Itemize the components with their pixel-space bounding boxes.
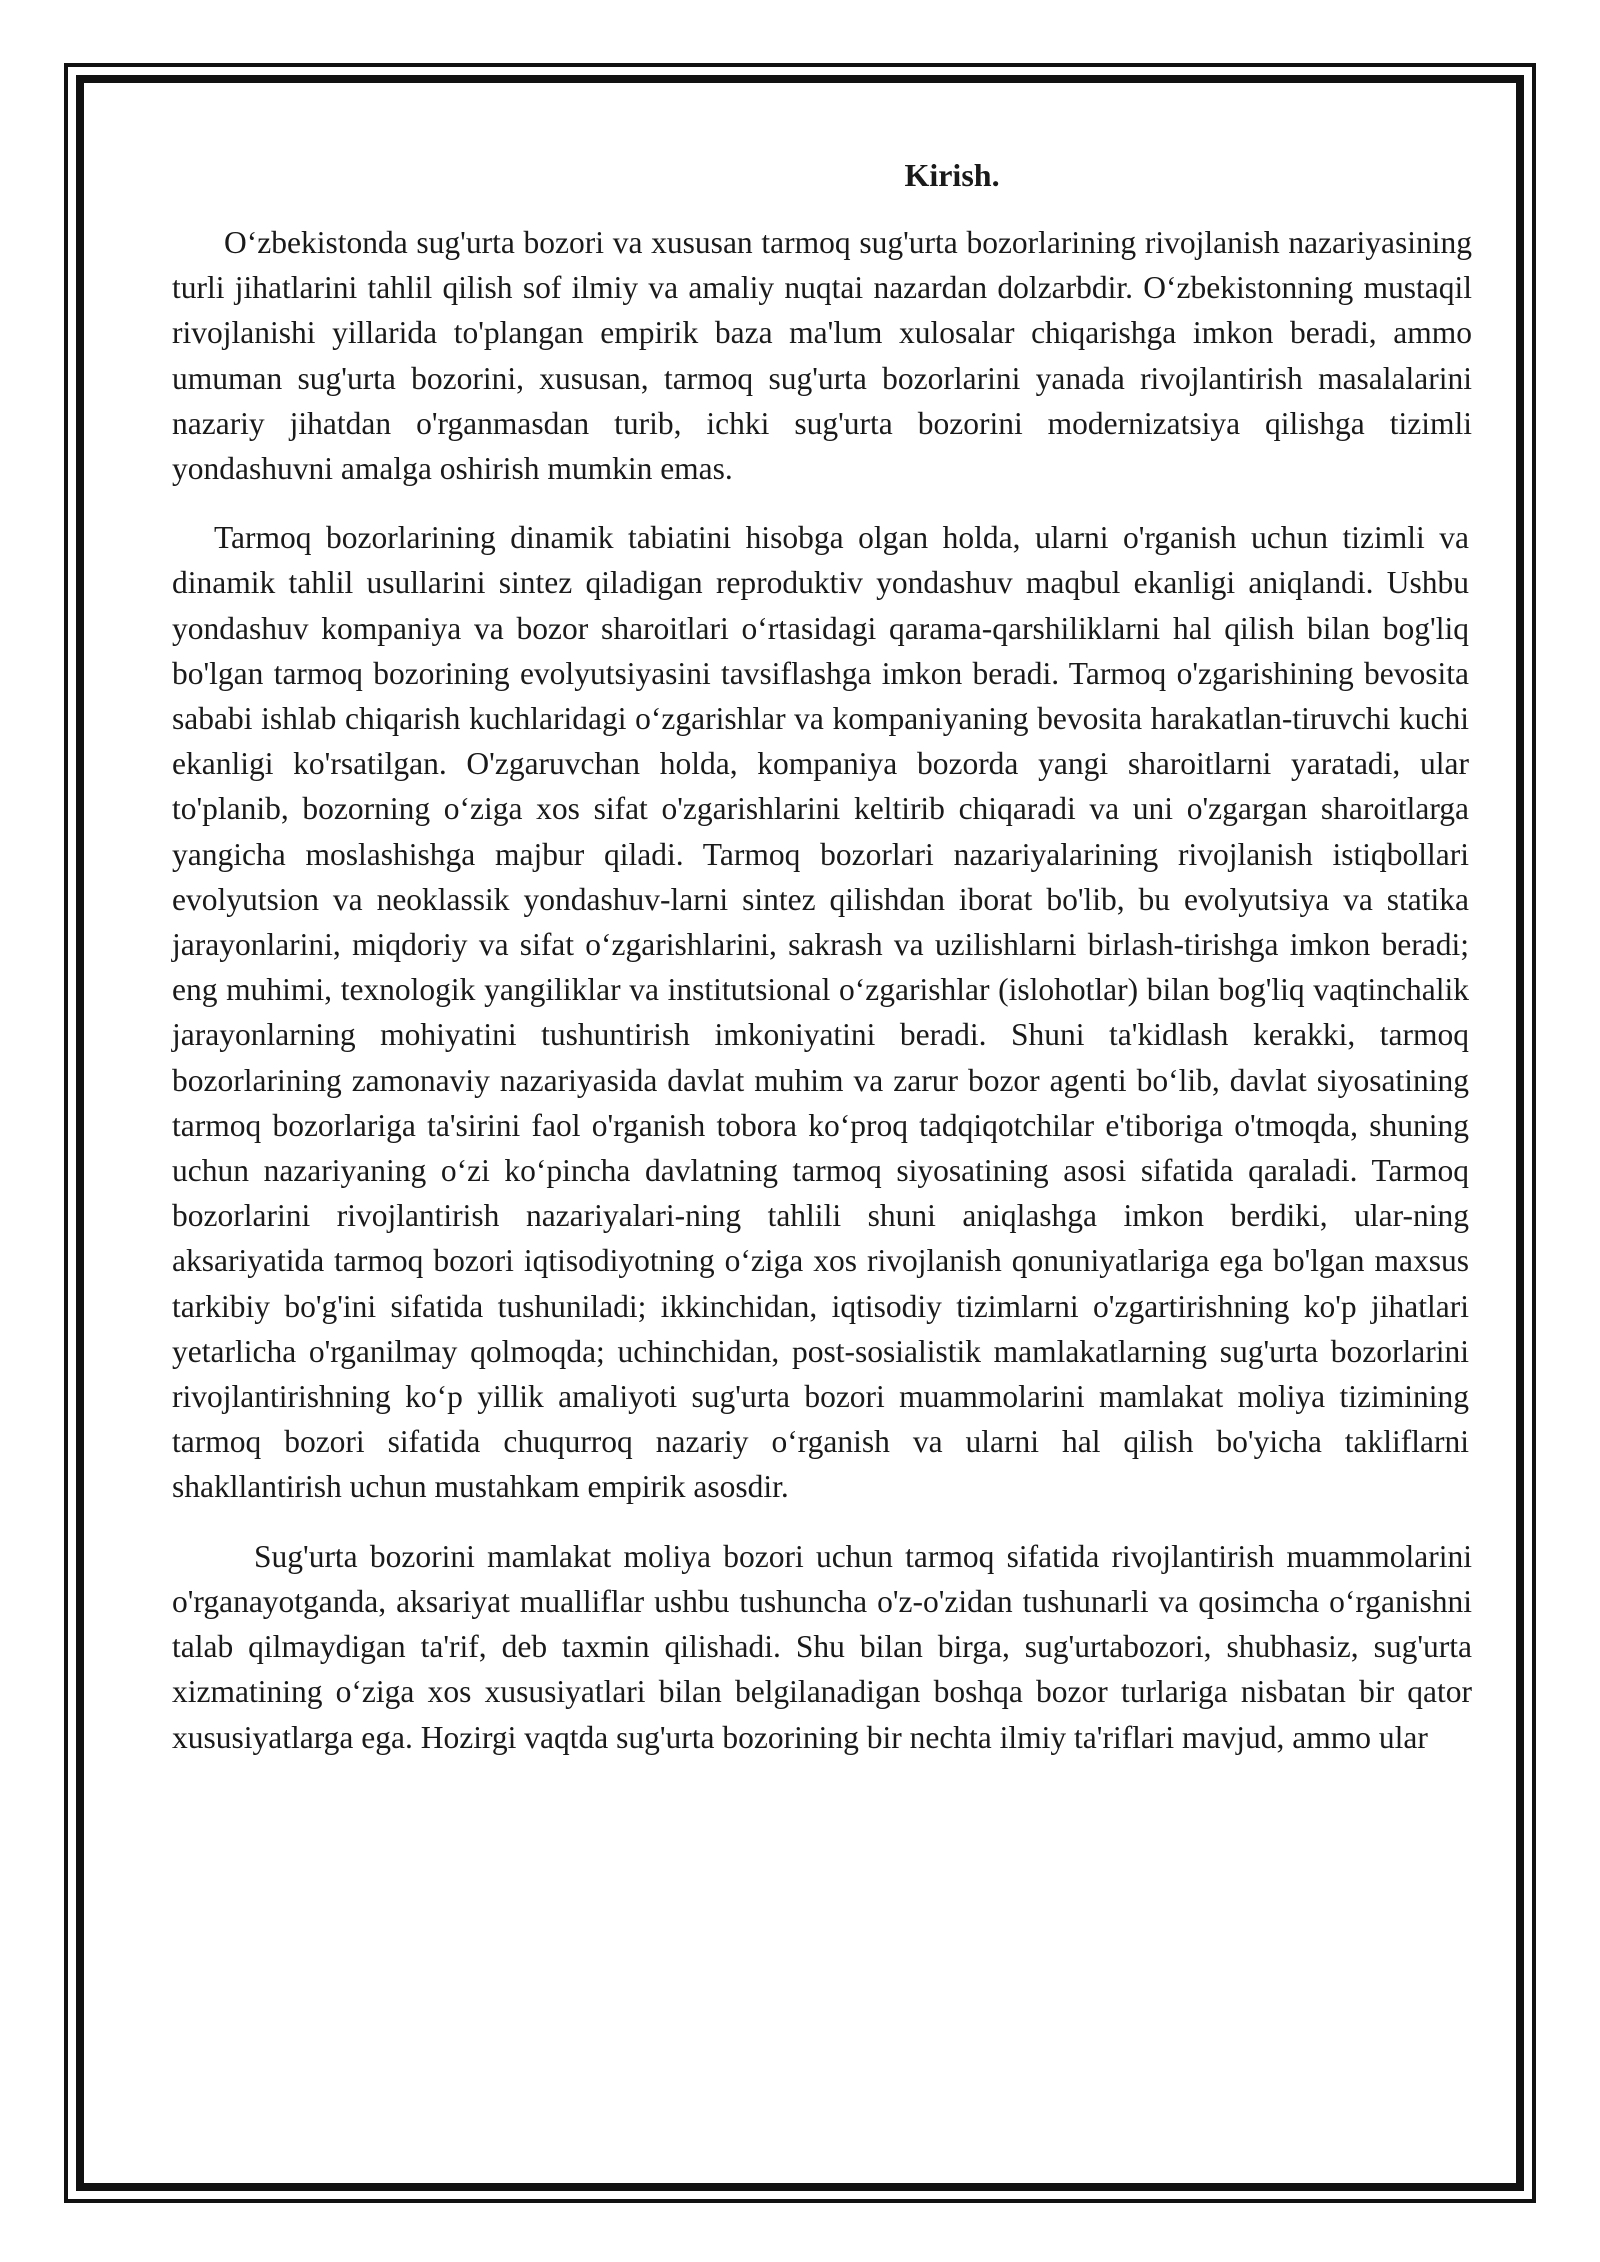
document-title: Kirish. bbox=[904, 157, 1000, 193]
paragraph-2: Tarmoq bozorlarining dinamik tabiatini hisobga olgan holda, ularni o'rganish uchun tizimli va dinamik tahlil usullarini sintez qiladigan reproduktiv yondashuv maqbul ekanligi aniqlandi. Ushbu yondashuv kompaniya va bozor sharoitlari o‘rtasidagi qarama-qarshiliklarni hal qilish bilan bog'liq bo'lgan tarmoq bozorining evolyutsiyasini tavsiflashga imkon beradi. Tarmoq o'zgarishining bevosita sababi ishlab chiqarish kuchlaridagi o‘zgarishlar va kompaniyaning bevosita harakatlan-tiruvchi kuchi ekanligi ko'rsatilgan. O'zgaruvchan holda, kompaniya bozorda yangi sharoitlarni yaratadi, ular to'planib, bozorning o‘ziga xos sifat o'zgarishlarini keltirib chiqaradi va uni o'zgargan sharoitlarga yangicha moslashishga majbur qiladi. Tarmoq bozorlari nazariyalarining rivojlanish istiqbollari evolyutsion va neoklassik yondashuv-larni sintez qilishdan iborat bo'lib, bu evolyutsiya va statika jarayonlarini, miqdoriy va sifat o‘zgarishlarini, sakrash va uzilishlarni birlash-tirishga imkon beradi; eng muhimi, texnologik yangiliklar va institutsional o‘zgarishlar (islohotlar) bilan bog'liq vaqtinchalik jarayonlarning mohiyatini tushuntirish imkoniyatini beradi. Shuni ta'kidlash kerakki, tarmoq bozorlarining zamonaviy nazariyasida davlat muhim va zarur bozor agenti bo‘lib, davlat siyosatining tarmoq bozorlariga ta'sirini faol o'rganish tobora ko‘proq tadqiqotchilar e'tiboriga o'tmoqda, shuning uchun nazariyaning o‘zi ko‘pincha davlatning tarmoq siyosatining asosi sifatida qaraladi. Tarmoq bozorlarini rivojlantirish nazariyalari-ning tahlili shuni aniqlashga imkon berdiki, ular-ning aksariyatida tarmoq bozori iqtisodiyotning o‘ziga xos rivojlanish qonuniyatlariga ega bo'lgan maxsus tarkibiy bo'g'ini sifatida tushuniladi; ikkinchidan, iqtisodiy tizimlarni o'zgartirishning ko'p jihatlari yetarlicha o'rganilmay qolmoqda; uchinchidan, post-sosialistik mamlakatlarning sug'urta bozorlarini rivojlantirishning ko‘p yillik amaliyoti sug'urta bozori muammolarini mamlakat moliya tizimining tarmoq bozori sifatida chuqurroq nazariy o‘rganish va ularni hal qilish bo'yicha takliflarni shakllantirish uchun mustahkam empirik asosdir. bbox=[172, 520, 1469, 1505]
paragraph-3: Sug'urta bozorini mamlakat moliya bozori uchun tarmoq sifatida rivojlantirish muammolarini o'rganayotganda, aksariyat mualliflar ushbu tushuncha o'z-o'zidan tushunarli va qosimcha o‘rganishni talab qilmaydigan ta'rif, deb taxmin qilishadi. Shu bilan birga, sug'urtabozori, shubhasiz, sug'urta xizmatining o‘ziga xos xususiyatlari bilan belgilanadigan boshqa bozor turlariga nisbatan bir qator xususiyatlarga ega. Hozirgi vaqtda sug'urta bozorining bir nechta ilmiy ta'riflari mavjud, ammo ular bbox=[172, 1538, 1472, 1755]
document-body bbox=[172, 150, 1472, 1784]
paragraph-1: O‘zbekistonda sug'urta bozori va xususan tarmoq sug'urta bozorlarining rivojlanish nazariyasining turli jihatlarini tahlil qilish sof ilmiy va amaliy nuqtai nazardan dolzarbdir. O‘zbekistonning mustaqil rivojlanishi yillarida to'plangan empirik baza ma'lum xulosalar chiqarishga imkon beradi, ammo umuman sug'urta bozorini, xususan, tarmoq sug'urta bozorlarini yanada rivojlantirish masalalarini nazariy jihatdan o'rganmasdan turib, ichki sug'urta bozorini modernizatsiya qilishga tizimli yondashuvni amalga oshirish mumkin emas. bbox=[172, 225, 1472, 487]
